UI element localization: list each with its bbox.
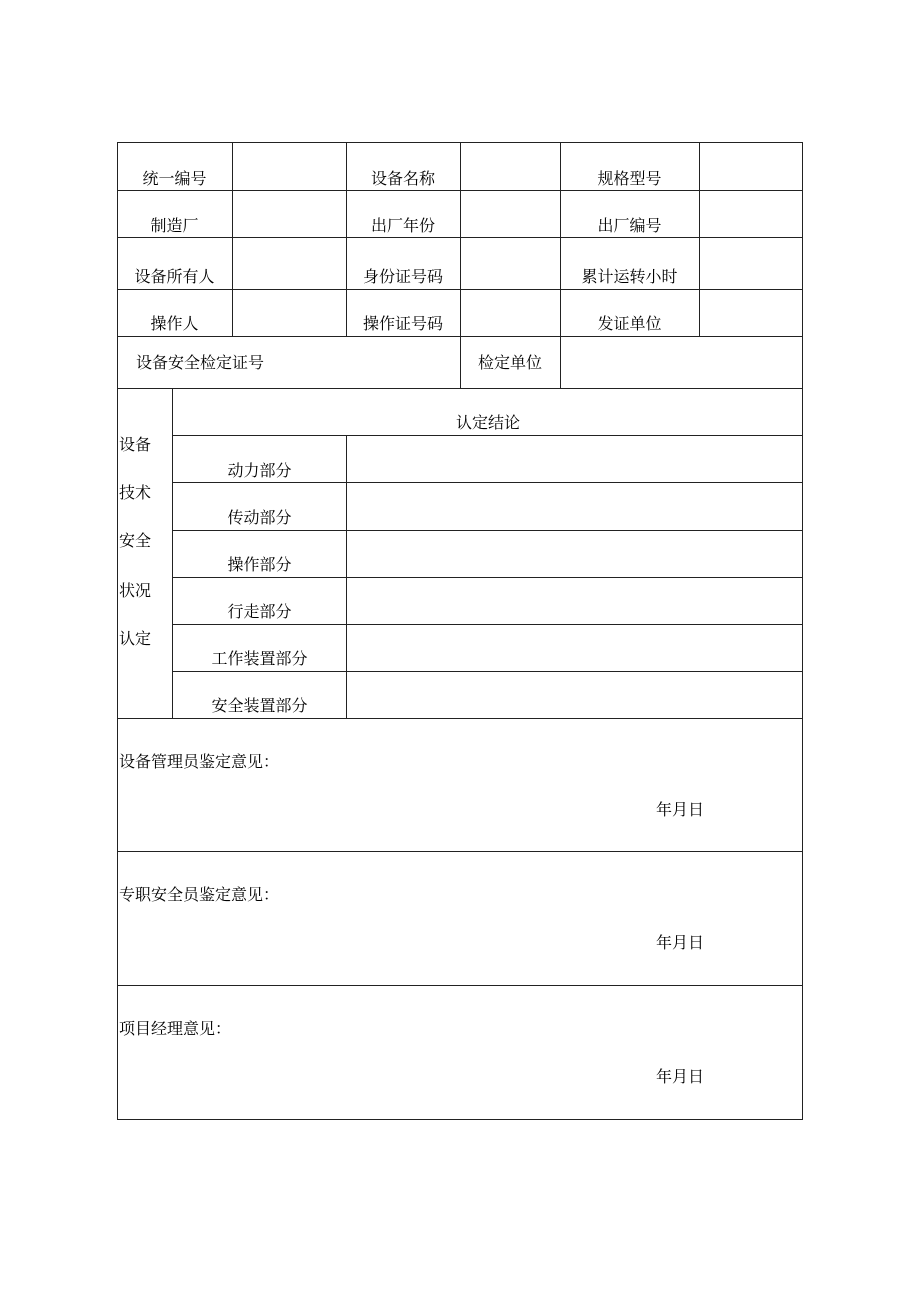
equipment-inspection-form <box>117 142 803 1120</box>
part-working-device: 工作装置部分 <box>211 649 308 668</box>
col-divider <box>699 142 700 336</box>
row-divider <box>117 718 803 719</box>
row-divider <box>173 624 803 625</box>
label-equipment-name: 设备名称 <box>370 169 435 188</box>
opinion-equipment-manager-date: 年月日 <box>656 800 705 819</box>
label-inspection-unit: 检定单位 <box>477 353 542 372</box>
col-divider <box>460 142 461 388</box>
label-factory-number: 出厂编号 <box>597 216 662 235</box>
label-manufacture-year: 出厂年份 <box>370 216 435 235</box>
row-divider <box>117 851 803 852</box>
opinion-project-manager-label: 项目经理意见： <box>119 1019 232 1038</box>
label-owner: 设备所有人 <box>134 267 215 286</box>
label-safety-cert-number: 设备安全检定证号 <box>136 353 265 372</box>
col-divider <box>232 142 233 336</box>
row-divider <box>117 388 803 389</box>
label-id-number: 身份证号码 <box>362 267 443 286</box>
part-power: 动力部分 <box>227 461 292 480</box>
border-bottom <box>117 1119 803 1120</box>
col-divider <box>346 435 347 718</box>
part-operation: 操作部分 <box>227 555 292 574</box>
side-label-line: 技术 <box>119 483 152 502</box>
label-operator: 操作人 <box>150 314 199 333</box>
row-divider <box>173 577 803 578</box>
row-divider <box>173 530 803 531</box>
part-safety-device: 安全装置部分 <box>211 696 308 715</box>
opinion-project-manager-date: 年月日 <box>656 1067 705 1086</box>
row-divider <box>173 482 803 483</box>
label-manufacturer: 制造厂 <box>150 216 199 235</box>
part-transmission: 传动部分 <box>227 508 292 527</box>
conclusion-header: 认定结论 <box>455 413 520 432</box>
label-issuing-unit: 发证单位 <box>597 314 662 333</box>
part-travel: 行走部分 <box>227 602 292 621</box>
opinion-safety-officer-date: 年月日 <box>656 933 705 952</box>
side-label-line: 状况 <box>119 581 152 600</box>
side-label-line: 认定 <box>119 629 152 648</box>
label-model-spec: 规格型号 <box>597 169 662 188</box>
row-divider <box>173 671 803 672</box>
opinion-safety-officer-label: 专职安全员鉴定意见： <box>119 885 280 904</box>
row-divider <box>173 435 803 436</box>
label-running-hours: 累计运转小时 <box>581 267 678 286</box>
side-label-line: 安全 <box>119 531 152 550</box>
col-divider <box>172 388 173 718</box>
label-unified-number: 统一编号 <box>142 169 207 188</box>
label-operator-cert-number: 操作证号码 <box>362 314 443 333</box>
row-divider <box>117 985 803 986</box>
side-label-line: 设备 <box>119 435 152 454</box>
opinion-equipment-manager-label: 设备管理员鉴定意见： <box>119 752 280 771</box>
